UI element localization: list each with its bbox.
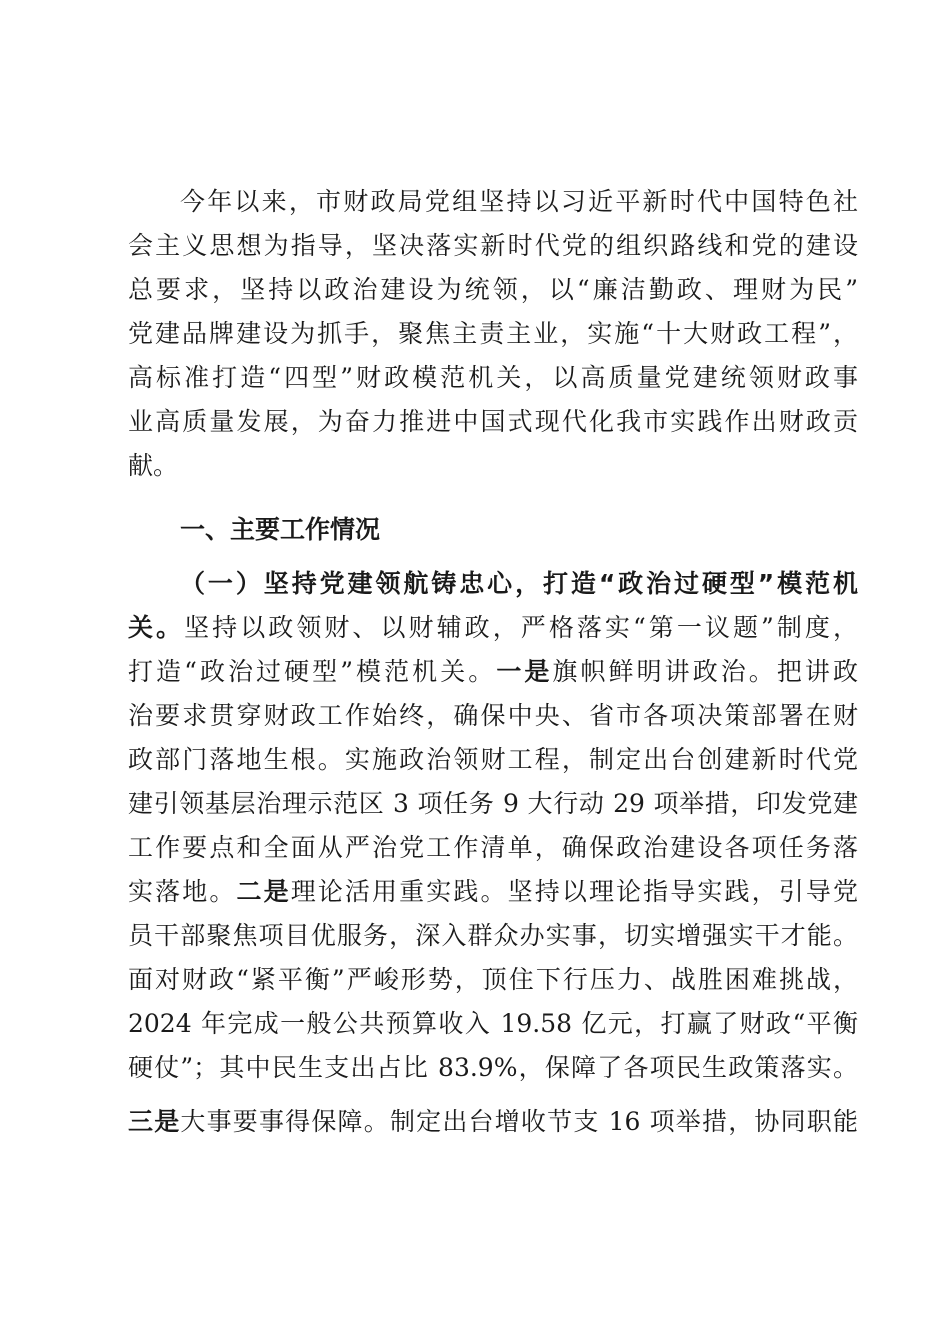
subsection-title: （一）坚持党建领航铸忠心，打造“政治过硬型”模范机 xyxy=(180,569,858,598)
line-8-pre: 实落地。 xyxy=(128,877,237,906)
intro-line-6: 业高质量发展，为奋力推进中国式现代化我市实践作出财政贡 xyxy=(128,407,858,436)
body-line: 面对财政“紧平衡”严峻形势，顶住下行压力、战胜困难挑战， xyxy=(128,965,858,994)
body-line: 治要求贯穿财政工作始终，确保中央、省市各项决策部署在财 xyxy=(128,701,858,730)
section-heading: 一、主要工作情况 xyxy=(180,515,381,544)
body-line: 员干部聚焦项目优服务，深入群众办实事，切实增强实干才能。 xyxy=(128,921,858,950)
body-line: 工作要点和全面从严治党工作清单，确保政治建设各项任务落 xyxy=(128,833,858,862)
subsection-line-13 xyxy=(128,1100,858,1144)
point-one-label: 一是 xyxy=(496,657,553,686)
subsection-line-3 xyxy=(128,650,858,694)
body-line: 政部门落地生根。实施政治领财工程，制定出台创建新时代党 xyxy=(128,745,858,774)
intro-line-7: 献。 xyxy=(128,451,179,480)
point-two-text: 理论活用重实践。坚持以理论指导实践，引导党 xyxy=(290,877,858,906)
intro-line-2: 会主义思想为指导，坚决落实新时代党的组织路线和党的建设 xyxy=(128,231,858,260)
point-three-label: 三是 xyxy=(128,1107,181,1136)
subsection-line-8 xyxy=(128,870,858,914)
subsection-line-2 xyxy=(128,606,858,650)
body-line: 建引领基层治理示范区 3 项任务 9 大行动 29 项举措，印发党建 xyxy=(128,789,858,818)
subsection-title-end: 关。 xyxy=(128,613,185,642)
intro-line-4: 党建品牌建设为抓手，聚焦主责主业，实施“十大财政工程”， xyxy=(128,319,858,348)
intro-line-5: 高标准打造“四型”财政模范机关，以高质量党建统领财政事 xyxy=(128,363,858,392)
intro-line-1: 今年以来，市财政局党组坚持以习近平新时代中国特色社 xyxy=(180,187,858,216)
point-three-text: 大事要事得保障。制定出台增收节支 16 项举措，协同职能 xyxy=(180,1107,858,1136)
body-line: 硬仗”；其中民生支出占比 83.9%，保障了各项民生政策落实。 xyxy=(128,1053,858,1082)
subsection-line-3-text: 打造“政治过硬型”模范机关。 xyxy=(128,657,497,686)
subsection-line-2-text: 坚持以政领财、以财辅政，严格落实“第一议题”制度， xyxy=(184,613,858,642)
point-one-text: 旗帜鲜明讲政治。把讲政 xyxy=(552,657,858,686)
point-two-label: 二是 xyxy=(236,877,291,906)
body-line: 2024 年完成一般公共预算收入 19.58 亿元，打赢了财政“平衡 xyxy=(128,1009,858,1038)
intro-line-3: 总要求，坚持以政治建设为统领，以“廉洁勤政、理财为民” xyxy=(128,275,858,304)
